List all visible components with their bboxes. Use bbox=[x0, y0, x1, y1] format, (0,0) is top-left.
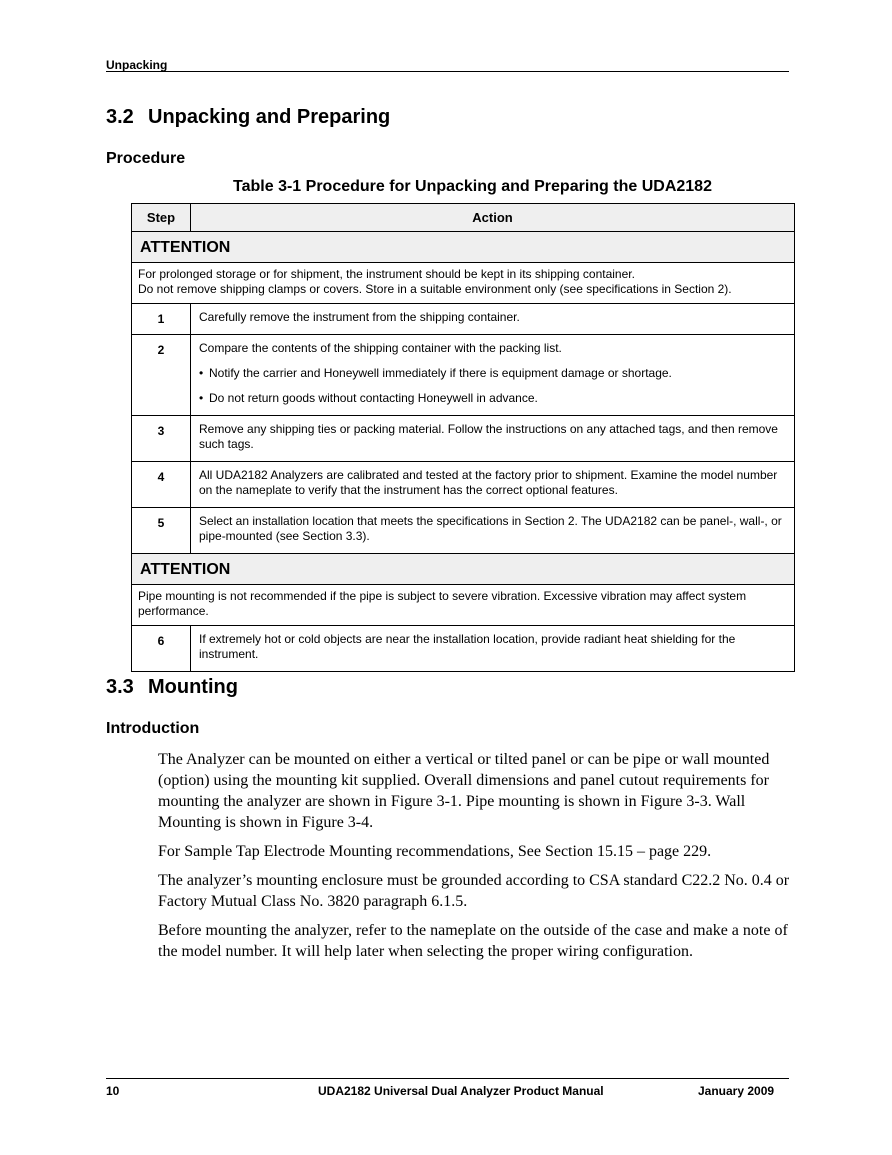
attention-row bbox=[132, 232, 795, 263]
attention-body: Pipe mounting is not recommended if the pipe is subject to severe vibration. Excessive vibration may affect system performance. bbox=[132, 585, 795, 626]
step-number: 2 bbox=[132, 335, 191, 416]
paragraph: For Sample Tap Electrode Mounting recommendations, See Section 15.15 – page 229. bbox=[158, 843, 712, 860]
footer-rule bbox=[106, 1078, 789, 1079]
step-action: If extremely hot or cold objects are near the installation location, provide radiant heat shielding for the instrument. bbox=[191, 626, 795, 672]
table-row bbox=[132, 416, 795, 462]
section-number: 3.3 bbox=[106, 676, 134, 698]
bullet-item bbox=[199, 366, 786, 381]
section-number: 3.2 bbox=[106, 106, 134, 128]
bullet-text: Do not return goods without contacting Honeywell in advance. bbox=[209, 391, 538, 405]
header-rule bbox=[106, 71, 789, 72]
step-action: Carefully remove the instrument from the shipping container. bbox=[191, 304, 795, 335]
step-number: 3 bbox=[132, 416, 191, 462]
step-action-text: Compare the contents of the shipping container with the packing list. bbox=[199, 341, 562, 355]
table-row bbox=[132, 508, 795, 554]
table-row bbox=[132, 335, 795, 416]
attention-line: Do not remove shipping clamps or covers. Store in a suitable environment only (see specifications in Section 2). bbox=[138, 282, 732, 296]
step-number: 4 bbox=[132, 462, 191, 508]
bullet-icon: • bbox=[199, 366, 204, 380]
step-number: 1 bbox=[132, 304, 191, 335]
attention-row bbox=[132, 554, 795, 585]
footer-manual-title: UDA2182 Universal Dual Analyzer Product Manual bbox=[318, 1084, 604, 1098]
attention-body-row bbox=[132, 263, 795, 304]
step-number: 5 bbox=[132, 508, 191, 554]
footer-date: January 2009 bbox=[698, 1084, 775, 1098]
step-action bbox=[191, 335, 795, 416]
procedure-heading: Procedure bbox=[106, 150, 186, 167]
section-heading-3-2 bbox=[106, 106, 390, 129]
table-caption: Table 3-1 Procedure for Unpacking and Preparing the UDA2182 bbox=[233, 178, 712, 195]
section-title: Unpacking and Preparing bbox=[148, 106, 391, 128]
column-header-action: Action bbox=[191, 204, 795, 232]
column-header-step: Step bbox=[132, 204, 191, 232]
attention-line: For prolonged storage or for shipment, the instrument should be kept in its shipping container. bbox=[138, 267, 635, 281]
introduction-heading: Introduction bbox=[106, 720, 200, 737]
table-row bbox=[132, 304, 795, 335]
table-row bbox=[132, 462, 795, 508]
step-action: All UDA2182 Analyzers are calibrated and tested at the factory prior to shipment. Examine the model number on the nameplate to verify that the instrument has the correct optional features. bbox=[191, 462, 795, 508]
attention-body bbox=[132, 263, 795, 304]
procedure-table bbox=[131, 203, 795, 672]
table-row bbox=[132, 626, 795, 672]
page-number: 10 bbox=[106, 1084, 120, 1098]
attention-body-row bbox=[132, 585, 795, 626]
introduction-body bbox=[158, 749, 790, 970]
attention-title: ATTENTION bbox=[132, 554, 795, 585]
bullet-text: Notify the carrier and Honeywell immediately if there is equipment damage or shortage. bbox=[209, 366, 672, 380]
bullet-icon: • bbox=[199, 391, 204, 405]
step-action: Select an installation location that meets the specifications in Section 2. The UDA2182 can be panel-, wall-, or pipe-mounted (see Section 3.3). bbox=[191, 508, 795, 554]
table-header-row bbox=[132, 204, 795, 232]
paragraph: The Analyzer can be mounted on either a vertical or tilted panel or can be pipe or wall mounted (option) using the mounting kit supplied. Overall dimensions and panel cutout requirements for mounting the analyzer are shown in Figure 3-1. Pipe mounting is shown in Figure 3-3. Wall Mounting is shown in Figure 3-4. bbox=[158, 751, 770, 831]
paragraph: The analyzer’s mounting enclosure must be grounded according to CSA standard C22.2 No. 0.4 or Factory Mutual Class No. 3820 paragraph 6.1.5. bbox=[158, 872, 790, 910]
section-heading-3-3 bbox=[106, 676, 238, 699]
paragraph: Before mounting the analyzer, refer to the nameplate on the outside of the case and make a note of the model number. It will help later when selecting the proper wiring configuration. bbox=[158, 922, 788, 960]
section-title: Mounting bbox=[148, 676, 238, 698]
bullet-item bbox=[199, 391, 786, 406]
running-header: Unpacking bbox=[106, 58, 168, 72]
step-action: Remove any shipping ties or packing material. Follow the instructions on any attached tags, and then remove such tags. bbox=[191, 416, 795, 462]
step-number: 6 bbox=[132, 626, 191, 672]
attention-title: ATTENTION bbox=[132, 232, 795, 263]
